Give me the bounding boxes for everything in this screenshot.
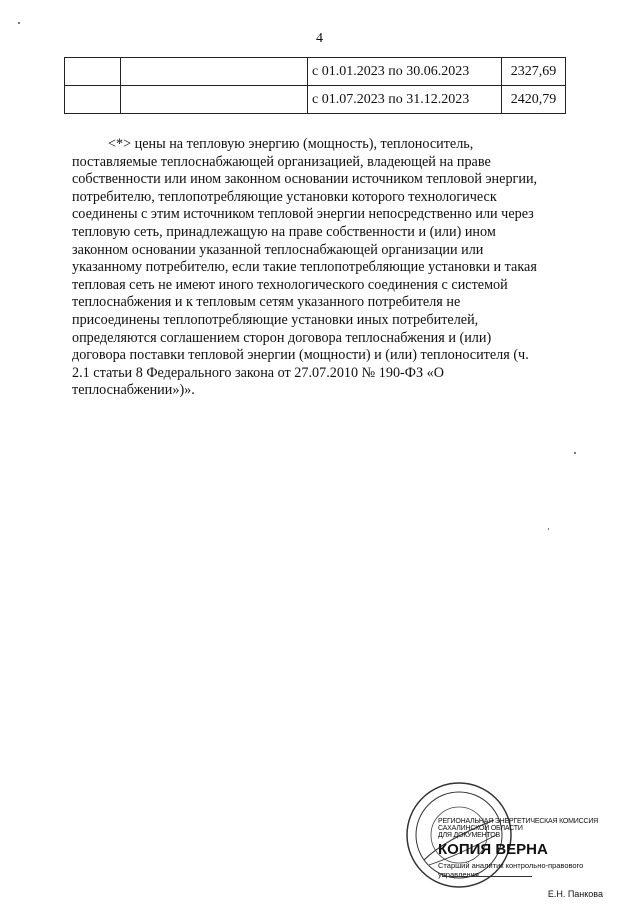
period-cell: с 01.07.2023 по 31.12.2023 — [308, 86, 502, 114]
footnote-line: присоединены теплопотребляющие установки иных потребителей, — [72, 311, 479, 328]
footnote-line: законном основании указанной теплоснабжающей организации или — [72, 241, 484, 258]
certification-name: Е.Н. Панкова — [547, 889, 603, 899]
footnote-line: указанному потребителю, если такие теплопотребляющие установки и такая — [72, 259, 537, 276]
footnote-text — [72, 136, 576, 400]
certification-stamp-text: ДЛЯ ДОКУМЕНТОВ — [438, 832, 500, 839]
table-row — [65, 58, 566, 86]
period-cell: с 01.01.2023 по 30.06.2023 — [308, 58, 502, 86]
footnote-line: собственности или ином законном основании источником тепловой энергии, — [72, 171, 538, 188]
certification-org: РЕГИОНАЛЬНАЯ ЭНЕРГЕТИЧЕСКАЯ КОМИССИЯ САХАЛИНСКОЙ ОБЛАСТИ — [438, 818, 599, 832]
footnote-line: договора поставки тепловой энергии (мощности) и (или) теплоносителя (ч. — [72, 347, 529, 364]
footnote-line: 2.1 статьи 8 Федерального закона от 27.07.2010 № 190-ФЗ «О — [72, 364, 444, 381]
certification-position: Старший аналитик контрольно-правового управления — [438, 861, 584, 879]
value-cell: 2420,79 — [502, 86, 566, 114]
scan-speck — [18, 22, 20, 24]
page-number: 4 — [316, 31, 323, 46]
footnote-line: тепловая сеть не имеют иного технологического соединения с системой — [72, 276, 508, 293]
certification-title: КОПИЯ ВЕРНА — [438, 841, 548, 858]
scan-speck — [548, 528, 549, 530]
tariff-table — [64, 57, 566, 114]
value-cell: 2327,69 — [502, 58, 566, 86]
footnote-line: теплоснабжении»)». — [72, 382, 195, 399]
footnote-line: определяются соглашением сторон договора теплоснабжения и (или) — [72, 329, 492, 346]
footnote-line: потребителю, теплопотребляющие установки которого технологическ — [72, 188, 497, 205]
footnote-line: теплоснабжения и к тепловым сетям указанного потребителя не — [72, 294, 461, 311]
scan-speck — [574, 452, 576, 454]
certification-block — [438, 818, 613, 899]
footnote-line: соединены с этим источником тепловой энергии непосредственно или через — [72, 206, 534, 223]
signature-line — [442, 876, 532, 877]
table-row — [65, 86, 566, 114]
footnote-line: тепловую сеть, принадлежащую на праве собственности и (или) ином — [72, 223, 496, 240]
footnote-line: <*> цены на тепловую энергию (мощность), теплоноситель, — [108, 136, 474, 152]
footnote-line: поставляемые теплоснабжающей организацией, владеющей на праве — [72, 153, 491, 170]
